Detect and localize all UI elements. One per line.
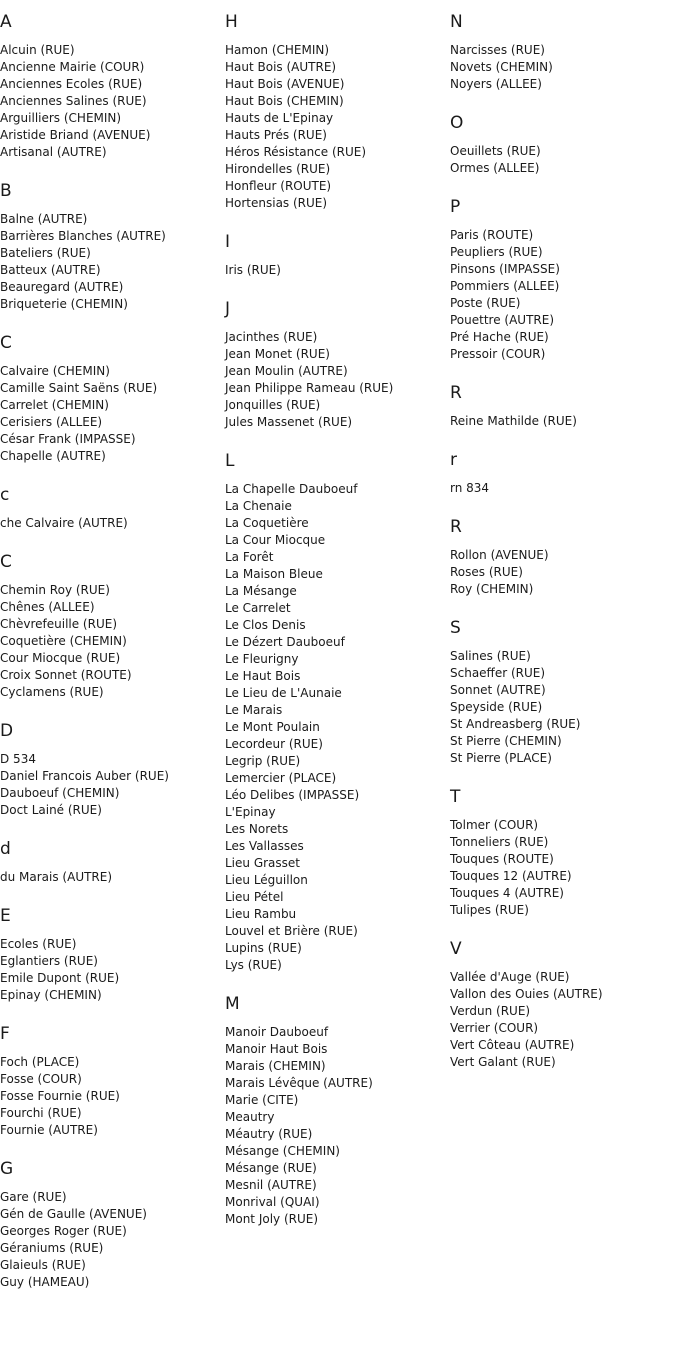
street-link[interactable]: Tonneliers (RUE) (450, 835, 549, 849)
street-list (225, 1024, 450, 1228)
street-link[interactable]: L'Epinay (225, 805, 276, 819)
street-list (450, 817, 675, 919)
letter-heading: R (450, 383, 462, 403)
street-link[interactable]: Le Marais (225, 703, 283, 717)
street-link[interactable]: Eglantiers (RUE) (0, 954, 98, 968)
street-link[interactable]: Lieu Léguillon (225, 873, 308, 887)
street-link[interactable]: Fourchi (RUE) (0, 1106, 82, 1120)
street-link[interactable]: Barrières Blanches (AUTRE) (0, 229, 166, 243)
letter-section (0, 181, 225, 313)
street-link[interactable]: Marie (CITE) (225, 1093, 299, 1107)
street-link[interactable]: Chèvrefeuille (RUE) (0, 617, 117, 631)
letter-section (450, 618, 675, 767)
street-link[interactable]: Le Haut Bois (225, 669, 301, 683)
street-link[interactable]: Cyclamens (RUE) (0, 685, 104, 699)
street-link[interactable]: La Forêt (225, 550, 274, 564)
letter-section (0, 333, 225, 465)
street-link[interactable]: Roses (RUE) (450, 565, 523, 579)
street-link[interactable]: Pouettre (AUTRE) (450, 313, 555, 327)
street-link[interactable]: La Chapelle Dauboeuf (225, 482, 358, 496)
street-link[interactable]: Peupliers (RUE) (450, 245, 543, 259)
street-link[interactable]: St Pierre (PLACE) (450, 751, 552, 765)
street-link[interactable]: Le Fleurigny (225, 652, 299, 666)
street-link[interactable]: Pré Hache (RUE) (450, 330, 549, 344)
street-link[interactable]: Georges Roger (RUE) (0, 1224, 127, 1238)
street-link[interactable]: Honfleur (ROUTE) (225, 179, 332, 193)
street-link[interactable]: Touques (ROUTE) (450, 852, 554, 866)
street-link[interactable]: Carrelet (CHEMIN) (0, 398, 109, 412)
street-link[interactable]: Gén de Gaulle (AVENUE) (0, 1207, 147, 1221)
street-link[interactable]: Batteux (AUTRE) (0, 263, 101, 277)
street-link[interactable]: Foch (PLACE) (0, 1055, 80, 1069)
street-link[interactable]: Manoir Haut Bois (225, 1042, 328, 1056)
letter-heading: d (0, 839, 11, 859)
street-link[interactable]: Hauts Prés (RUE) (225, 128, 327, 142)
letter-section (0, 1159, 225, 1291)
letter-heading: V (450, 939, 462, 959)
street-link[interactable]: Guy (HAMEAU) (0, 1275, 90, 1289)
street-link[interactable]: La Mésange (225, 584, 297, 598)
letter-heading: D (0, 721, 14, 741)
letter-section (450, 450, 675, 497)
street-link[interactable]: Roy (CHEMIN) (450, 582, 534, 596)
street-list (0, 582, 225, 701)
letter-section (0, 1024, 225, 1139)
street-link[interactable]: Ancienne Mairie (COUR) (0, 60, 145, 74)
street-link[interactable]: Jacinthes (RUE) (225, 330, 318, 344)
street-link[interactable]: Jonquilles (RUE) (225, 398, 321, 412)
street-link[interactable]: Pressoir (COUR) (450, 347, 546, 361)
street-link[interactable]: Héros Résistance (RUE) (225, 145, 367, 159)
street-link[interactable]: César Frank (IMPASSE) (0, 432, 136, 446)
street-list (225, 481, 450, 974)
street-list (450, 143, 675, 177)
street-link[interactable]: Lieu Pétel (225, 890, 284, 904)
street-link[interactable]: Les Vallasses (225, 839, 304, 853)
street-list (225, 329, 450, 431)
street-link[interactable]: Artisanal (AUTRE) (0, 145, 107, 159)
letter-heading: L (225, 451, 235, 471)
street-link[interactable]: D 534 (0, 752, 36, 766)
letter-heading: c (0, 485, 10, 505)
street-link[interactable]: Paris (ROUTE) (450, 228, 534, 242)
letter-section (0, 839, 225, 886)
street-link[interactable]: Vert Côteau (AUTRE) (450, 1038, 575, 1052)
street-link[interactable]: Cour Miocque (RUE) (0, 651, 121, 665)
street-link[interactable]: Bateliers (RUE) (0, 246, 91, 260)
street-link[interactable]: Alcuin (RUE) (0, 43, 75, 57)
street-link[interactable]: La Cour Miocque (225, 533, 326, 547)
street-list (0, 936, 225, 1004)
letter-heading: P (450, 197, 461, 217)
street-link[interactable]: Vallée d'Auge (RUE) (450, 970, 570, 984)
street-link[interactable]: Vallon des Ouies (AUTRE) (450, 987, 603, 1001)
street-link[interactable]: Manoir Dauboeuf (225, 1025, 329, 1039)
street-link[interactable]: rn 834 (450, 481, 490, 495)
street-link[interactable]: Le Lieu de L'Aunaie (225, 686, 342, 700)
street-link[interactable]: Fosse Fournie (RUE) (0, 1089, 120, 1103)
street-link[interactable]: Croix Sonnet (ROUTE) (0, 668, 132, 682)
letter-section (450, 787, 675, 919)
street-link[interactable]: Reine Mathilde (RUE) (450, 414, 577, 428)
letter-section (225, 12, 450, 212)
street-link[interactable]: Haut Bois (AVENUE) (225, 77, 345, 91)
street-list (450, 547, 675, 598)
street-list (450, 648, 675, 767)
street-list (0, 42, 225, 161)
street-link[interactable]: Emile Dupont (RUE) (0, 971, 120, 985)
street-list (450, 42, 675, 93)
street-link[interactable]: Les Norets (225, 822, 289, 836)
letter-section (450, 12, 675, 93)
street-link[interactable]: Chemin Roy (RUE) (0, 583, 110, 597)
street-link[interactable]: La Chenaie (225, 499, 292, 513)
street-list (0, 515, 225, 532)
letter-heading: F (0, 1024, 10, 1044)
street-link[interactable]: Lieu Rambu (225, 907, 297, 921)
letter-section (450, 517, 675, 598)
letter-heading: I (225, 232, 231, 252)
street-list (225, 262, 450, 279)
street-link[interactable]: Cerisiers (ALLEE) (0, 415, 103, 429)
letter-heading: H (225, 12, 238, 32)
street-link[interactable]: Briqueterie (CHEMIN) (0, 297, 128, 311)
letter-section (450, 939, 675, 1071)
street-link[interactable]: Verdun (RUE) (450, 1004, 531, 1018)
street-link[interactable]: Beauregard (AUTRE) (0, 280, 124, 294)
street-link[interactable]: du Marais (AUTRE) (0, 870, 113, 884)
street-list (450, 413, 675, 430)
street-link[interactable]: Mésange (RUE) (225, 1161, 317, 1175)
street-link[interactable]: Le Dézert Dauboeuf (225, 635, 345, 649)
letter-heading: R (450, 517, 462, 537)
street-list (0, 869, 225, 886)
street-link[interactable]: Hortensias (RUE) (225, 196, 328, 210)
street-link[interactable]: Jean Monet (RUE) (225, 347, 330, 361)
street-link[interactable]: Camille Saint Saëns (RUE) (0, 381, 158, 395)
letter-heading: T (450, 787, 461, 807)
letter-heading: G (0, 1159, 14, 1179)
street-list (0, 211, 225, 313)
street-link[interactable]: Lys (RUE) (225, 958, 282, 972)
street-link[interactable]: Mésange (CHEMIN) (225, 1144, 340, 1158)
letter-heading: S (450, 618, 461, 638)
letter-section (225, 994, 450, 1228)
street-list (0, 1054, 225, 1139)
letter-heading: E (0, 906, 11, 926)
street-index-column-1 (0, 0, 225, 1311)
letter-heading: C (0, 552, 12, 572)
street-link[interactable]: Jean Philippe Rameau (RUE) (225, 381, 394, 395)
street-link[interactable]: Doct Lainé (RUE) (0, 803, 102, 817)
street-link[interactable]: Ormes (ALLEE) (450, 161, 540, 175)
street-link[interactable]: Epinay (CHEMIN) (0, 988, 102, 1002)
street-link[interactable]: Louvel et Brière (RUE) (225, 924, 358, 938)
street-list (0, 1189, 225, 1291)
street-link[interactable]: Haut Bois (AUTRE) (225, 60, 337, 74)
street-link[interactable]: Marais (CHEMIN) (225, 1059, 326, 1073)
street-link[interactable]: Sonnet (AUTRE) (450, 683, 546, 697)
street-link[interactable]: Chênes (ALLEE) (0, 600, 95, 614)
street-link[interactable]: Mont Joly (RUE) (225, 1212, 319, 1226)
street-link[interactable]: La Coquetière (225, 516, 309, 530)
street-link[interactable]: Chapelle (AUTRE) (0, 449, 106, 463)
letter-heading: N (450, 12, 463, 32)
street-link[interactable]: Narcisses (RUE) (450, 43, 545, 57)
street-list (225, 42, 450, 212)
street-link[interactable]: Jean Moulin (AUTRE) (225, 364, 348, 378)
street-link[interactable]: Dauboeuf (CHEMIN) (0, 786, 120, 800)
street-link[interactable]: Le Clos Denis (225, 618, 306, 632)
letter-section (0, 906, 225, 1004)
street-link[interactable]: Legrip (RUE) (225, 754, 301, 768)
street-link[interactable]: Léo Delibes (IMPASSE) (225, 788, 360, 802)
street-link[interactable]: La Maison Bleue (225, 567, 323, 581)
letter-heading: B (0, 181, 12, 201)
street-index-column-3 (450, 0, 675, 1091)
street-link[interactable]: Daniel Francois Auber (RUE) (0, 769, 169, 783)
letter-heading: O (450, 113, 464, 133)
street-link[interactable]: Glaieuls (RUE) (0, 1258, 86, 1272)
street-link[interactable]: Haut Bois (CHEMIN) (225, 94, 344, 108)
street-link[interactable]: Arguilliers (CHEMIN) (0, 111, 122, 125)
street-link[interactable]: Monrival (QUAI) (225, 1195, 320, 1209)
street-link[interactable]: che Calvaire (AUTRE) (0, 516, 128, 530)
street-link[interactable]: Lieu Grasset (225, 856, 300, 870)
street-link[interactable]: Fournie (AUTRE) (0, 1123, 98, 1137)
street-link[interactable]: Jules Massenet (RUE) (225, 415, 353, 429)
street-link[interactable]: Salines (RUE) (450, 649, 531, 663)
street-link[interactable]: Méautry (RUE) (225, 1127, 313, 1141)
street-link[interactable]: Marais Lévêque (AUTRE) (225, 1076, 373, 1090)
street-link[interactable]: Tulipes (RUE) (450, 903, 529, 917)
street-link[interactable]: Meautry (225, 1110, 275, 1124)
street-link[interactable]: Iris (RUE) (225, 263, 281, 277)
street-link[interactable]: Le Carrelet (225, 601, 291, 615)
letter-heading: A (0, 12, 12, 32)
street-link[interactable]: Speyside (RUE) (450, 700, 543, 714)
street-link[interactable]: Balne (AUTRE) (0, 212, 88, 226)
street-link[interactable]: Hirondelles (RUE) (225, 162, 331, 176)
street-link[interactable]: Géraniums (RUE) (0, 1241, 104, 1255)
letter-section (0, 552, 225, 701)
street-link[interactable]: Anciennes Salines (RUE) (0, 94, 147, 108)
letter-heading: r (450, 450, 457, 470)
street-link[interactable]: Oeuillets (RUE) (450, 144, 541, 158)
letter-section (225, 299, 450, 431)
street-link[interactable]: Lecordeur (RUE) (225, 737, 323, 751)
letter-section (0, 485, 225, 532)
street-link[interactable]: Pommiers (ALLEE) (450, 279, 560, 293)
letter-section (0, 12, 225, 161)
letter-heading: J (225, 299, 231, 319)
street-link[interactable]: Calvaire (CHEMIN) (0, 364, 110, 378)
street-link[interactable]: St Pierre (CHEMIN) (450, 734, 562, 748)
letter-section (450, 197, 675, 363)
letter-section (450, 113, 675, 177)
street-list (450, 480, 675, 497)
letter-section (450, 383, 675, 430)
street-link[interactable]: Noyers (ALLEE) (450, 77, 542, 91)
street-link[interactable]: St Andreasberg (RUE) (450, 717, 581, 731)
street-link[interactable]: Lemercier (PLACE) (225, 771, 337, 785)
street-list (0, 751, 225, 819)
street-link[interactable]: Poste (RUE) (450, 296, 521, 310)
street-link[interactable]: Ecoles (RUE) (0, 937, 77, 951)
street-link[interactable]: Coquetière (CHEMIN) (0, 634, 127, 648)
street-link[interactable]: Rollon (AVENUE) (450, 548, 549, 562)
letter-section (0, 721, 225, 819)
street-link[interactable]: Tolmer (COUR) (450, 818, 539, 832)
street-link[interactable]: Touques 4 (AUTRE) (450, 886, 564, 900)
street-list (450, 969, 675, 1071)
street-link[interactable]: Anciennes Ecoles (RUE) (0, 77, 143, 91)
street-link[interactable]: Novets (CHEMIN) (450, 60, 553, 74)
street-link[interactable]: Gare (RUE) (0, 1190, 67, 1204)
street-link[interactable]: Schaeffer (RUE) (450, 666, 546, 680)
street-list (0, 363, 225, 465)
street-link[interactable]: Mesnil (AUTRE) (225, 1178, 317, 1192)
letter-heading: C (0, 333, 12, 353)
street-link[interactable]: Le Mont Poulain (225, 720, 320, 734)
street-link[interactable]: Verrier (COUR) (450, 1021, 539, 1035)
street-link[interactable]: Pinsons (IMPASSE) (450, 262, 560, 276)
street-link[interactable]: Aristide Briand (AVENUE) (0, 128, 151, 142)
street-index-column-2 (225, 0, 450, 1248)
street-link[interactable]: Lupins (RUE) (225, 941, 302, 955)
street-list (450, 227, 675, 363)
street-link[interactable]: Hamon (CHEMIN) (225, 43, 330, 57)
letter-heading: M (225, 994, 240, 1014)
street-link[interactable]: Fosse (COUR) (0, 1072, 82, 1086)
street-link[interactable]: Hauts de L'Epinay (225, 111, 334, 125)
street-link[interactable]: Vert Galant (RUE) (450, 1055, 556, 1069)
letter-section (225, 232, 450, 279)
street-link[interactable]: Touques 12 (AUTRE) (450, 869, 572, 883)
letter-section (225, 451, 450, 974)
